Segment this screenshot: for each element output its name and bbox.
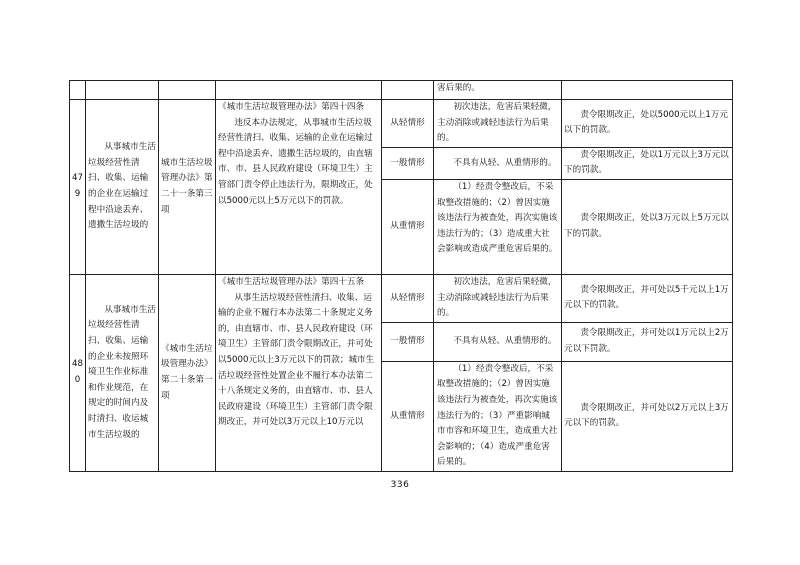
cell-empty [86, 81, 159, 100]
cell-empty [382, 81, 434, 100]
circumstance-level: 从轻情形 [382, 100, 434, 148]
row-number: 480 [70, 274, 86, 471]
condition-cell: 害后果的。 [434, 81, 562, 100]
circumstance-level: 从重情形 [382, 361, 434, 471]
provision-title: 《城市生活垃圾管理办法》第四十五条 [218, 276, 365, 287]
cell-empty [159, 81, 216, 100]
provision-body: 从事生活垃圾经营性清扫、收集、运输的企业不履行本办法第二十条规定义务的，由直辖市、市、县人民政府建设（环境卫生）主管部门责令限期改正，并可处以5000元以上3万元以下的罚款；城市生活垃圾经营性处置企业不履行本办法第二十八条规定义务的，由直辖市、市、县人民政府建设（环境卫生）主管部门责令限期改正，并可处以3万元以上10万元以 [218, 292, 375, 428]
circumstance-condition: 初次违法，危害后果轻微，主动消除或减轻违法行为后果的。 [434, 100, 562, 148]
penalty-discretion-table [69, 80, 733, 472]
provision-body: 违反本办法规定，从事城市生活垃圾经营性清扫、收集、运输的企业在运输过程中沿途丢弃、遗撒生活垃圾的，由直辖市、市、县人民政府建设（环境卫生）主管部门责令停止违法行为，限期改正，处以5000元以上5万元以下的罚款。 [218, 117, 373, 206]
circumstance-penalty: 责令限期改正，处以5000元以上1万元以下的罚款。 [562, 100, 733, 148]
provision-cell [216, 274, 382, 471]
circumstance-condition: （1）经责令整改后，不采取整改措施的；（2）曾因实施该违法行为被查处，再次实施该违法行为的；（3）严重影响城市市容和环境卫生，造成重大社会影响的；（4）造成严重危害后果的。 [434, 361, 562, 471]
violation-cell: 从事城市生活垃圾经营性清扫、收集、运输的企业未按照环境卫生作业标准和作业规范，在规定的时间内及时清扫、收运城市生活垃圾的 [86, 274, 159, 471]
table-row [70, 274, 733, 322]
circumstance-condition: 初次违法，危害后果轻微，主动消除或减轻违法行为后果的。 [434, 274, 562, 322]
circumstance-condition: （1）经责令整改后，不采取整改措施的；（2）曾因实施该违法行为被查处，再次实施该违法行为的；（3）造成重大社会影响或造成严重危害后果的。 [434, 179, 562, 274]
cell-empty [70, 81, 86, 100]
row-number: 479 [70, 100, 86, 275]
basis-cell: 城市生活垃圾管理办法》第二十一条第三项 [159, 100, 216, 275]
circumstance-penalty: 责令限期改正，处以3万元以上5万元以下的罚款。 [562, 179, 733, 274]
circumstance-condition: 不具有从轻、从重情形的。 [434, 322, 562, 361]
page-number: 336 [390, 480, 410, 490]
circumstance-condition: 不具有从轻、从重情形的。 [434, 147, 562, 179]
violation-cell: 从事城市生活垃圾经营性清扫、收集、运输的企业在运输过程中沿途丢弃、遗撒生活垃圾的 [86, 100, 159, 275]
cell-empty [562, 81, 733, 100]
table-row [70, 100, 733, 148]
provision-title: 《城市生活垃圾管理办法》第四十四条 [218, 102, 365, 112]
circumstance-level: 从轻情形 [382, 274, 434, 322]
circumstance-level: 从重情形 [382, 179, 434, 274]
table-row-continued [70, 81, 733, 100]
circumstance-penalty: 责令限期改正，并可处以1万元以上2万元以下罚款。 [562, 322, 733, 361]
circumstance-penalty: 责令限期改正，并可处以5千元以上1万元以下的罚款。 [562, 274, 733, 322]
basis-cell: 《城市生活垃圾管理办法》第二十条第一项 [159, 274, 216, 471]
circumstance-level: 一般情形 [382, 147, 434, 179]
provision-cell [216, 100, 382, 275]
circumstance-penalty: 责令限期改正，并可处以2万元以上3万元以下的罚款。 [562, 361, 733, 471]
circumstance-level: 一般情形 [382, 322, 434, 361]
cell-empty [216, 81, 382, 100]
circumstance-penalty: 责令限期改正，处以1万元以上3万元以下的罚款。 [562, 147, 733, 179]
